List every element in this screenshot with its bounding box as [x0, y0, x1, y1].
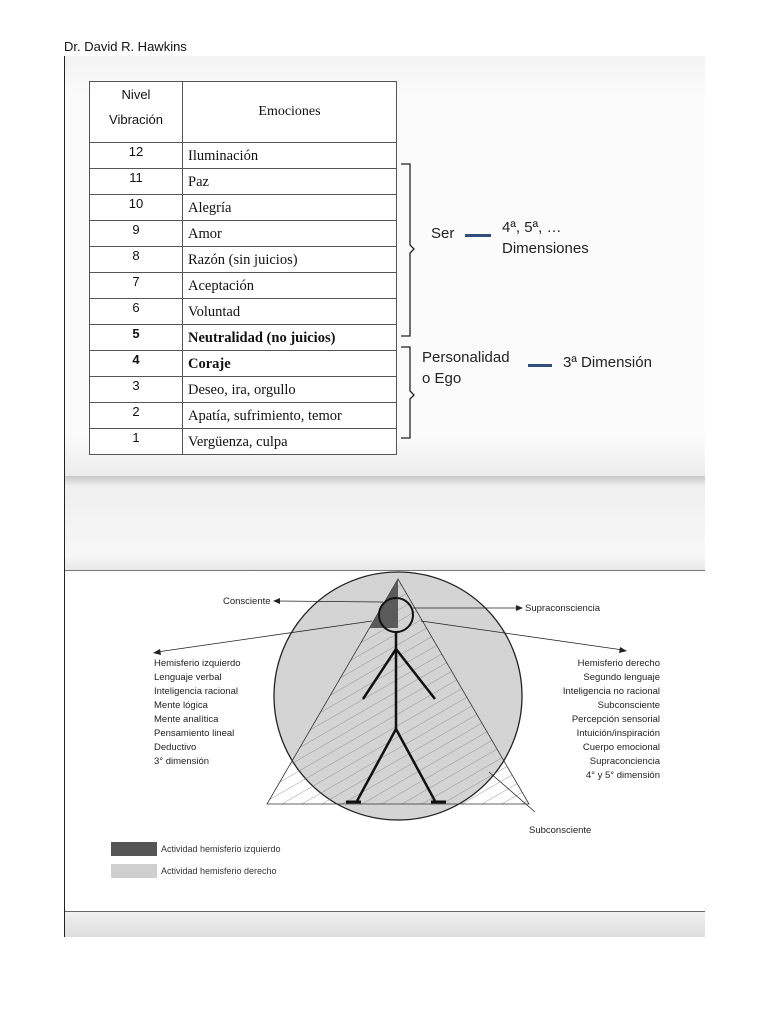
table-row — [90, 273, 397, 299]
left-list-item: Inteligencia racional — [154, 686, 238, 697]
emotion-cell: Aceptación — [183, 273, 397, 299]
level-cell: 2 — [90, 403, 183, 429]
level-cell: 1 — [90, 429, 183, 455]
right-list-item: Inteligencia no racional — [562, 686, 660, 697]
header-emociones: Emociones — [183, 82, 397, 143]
ego-label-line2: o Ego — [422, 370, 462, 387]
level-cell: 3 — [90, 377, 183, 403]
right-list-item: Subconsciente — [597, 700, 660, 711]
emotion-cell: Apatía, sufrimiento, temor — [183, 403, 397, 429]
ego-arrow — [528, 364, 552, 367]
emotion-cell: Neutralidad (no juicios) — [183, 325, 397, 351]
level-cell: 10 — [90, 195, 183, 221]
arrowhead-consciente — [273, 598, 280, 604]
left-hemisphere-list — [154, 658, 241, 767]
level-cell: 12 — [90, 143, 183, 169]
left-list-item: Mente analítica — [154, 714, 219, 725]
table-row — [90, 351, 397, 377]
table-row — [90, 325, 397, 351]
ser-label: Ser — [431, 225, 455, 242]
header-nivel — [90, 82, 183, 143]
legend-label-left: Actividad hemisferio izquierdo — [161, 844, 281, 854]
ser-dimensions-line1: 4ª, 5ª, … — [502, 219, 562, 236]
legend-swatch-right — [111, 864, 157, 878]
left-list-item: Lenguaje verbal — [154, 672, 222, 683]
table-row — [90, 429, 397, 455]
emotion-cell: Razón (sin juicios) — [183, 247, 397, 273]
emotion-cell: Coraje — [183, 351, 397, 377]
table-row — [90, 221, 397, 247]
ser-dimensions-line2: Dimensiones — [502, 240, 589, 257]
emotion-cell: Iluminación — [183, 143, 397, 169]
right-list-item: Percepción sensorial — [571, 714, 660, 725]
scanned-figure — [64, 56, 705, 937]
table-row — [90, 247, 397, 273]
emotion-cell: Alegría — [183, 195, 397, 221]
arrowhead-hemisferio-izq — [153, 649, 161, 655]
ego-brace — [401, 347, 414, 438]
ser-arrow — [465, 234, 491, 237]
level-cell: 7 — [90, 273, 183, 299]
right-list-item: Cuerpo emocional — [582, 742, 660, 753]
ego-label-line1: Personalidad — [422, 349, 510, 366]
legend-swatch-left — [111, 842, 157, 856]
label-subconsciente: Subconsciente — [529, 825, 592, 836]
table-row — [90, 169, 397, 195]
left-list-item: 3° dimensión — [154, 756, 210, 767]
arrowhead-hemisferio-der — [619, 647, 627, 653]
consciousness-diagram — [65, 571, 705, 911]
ego-dimensions: 3ª Dimensión — [563, 354, 652, 371]
table-row — [90, 403, 397, 429]
right-list-item: 4° y 5° dimensión — [585, 770, 660, 781]
vibration-levels-table — [89, 81, 397, 455]
level-cell: 9 — [90, 221, 183, 247]
right-list-item: Segundo lenguaje — [583, 672, 660, 683]
level-cell: 8 — [90, 247, 183, 273]
braces — [400, 161, 430, 446]
right-list-item: Intuición/inspiración — [576, 728, 660, 739]
emotion-cell: Vergüenza, culpa — [183, 429, 397, 455]
page-header-author: Dr. David R. Hawkins — [64, 39, 187, 54]
level-cell: 6 — [90, 299, 183, 325]
ser-brace — [401, 164, 414, 336]
emotion-cell: Amor — [183, 221, 397, 247]
right-list-item: Hemisferio derecho — [577, 658, 660, 669]
arrowhead-supraconsciencia — [516, 605, 523, 611]
left-list-item: Hemisferio izquierdo — [154, 658, 241, 669]
table-row — [90, 195, 397, 221]
table-row — [90, 377, 397, 403]
legend-label-right: Actividad hemisferio derecho — [161, 866, 277, 876]
level-cell: 5 — [90, 325, 183, 351]
left-list-item: Pensamiento lineal — [154, 728, 235, 739]
right-list-item: Supraconciencia — [589, 756, 660, 767]
label-consciente: Consciente — [223, 596, 271, 607]
level-cell: 11 — [90, 169, 183, 195]
level-cell: 4 — [90, 351, 183, 377]
left-list-item: Mente lógica — [154, 700, 208, 711]
emotion-cell: Paz — [183, 169, 397, 195]
emotion-cell: Deseo, ira, orgullo — [183, 377, 397, 403]
header-nivel-line2: Vibración — [109, 112, 163, 127]
table-row — [90, 299, 397, 325]
header-nivel-line1: Nivel — [121, 87, 151, 102]
label-supraconsciencia: Supraconsciencia — [525, 603, 600, 614]
table-row — [90, 143, 397, 169]
table-header-row — [90, 82, 397, 143]
emotion-cell: Voluntad — [183, 299, 397, 325]
right-hemisphere-list — [563, 658, 661, 781]
left-list-item: Deductivo — [154, 742, 197, 753]
